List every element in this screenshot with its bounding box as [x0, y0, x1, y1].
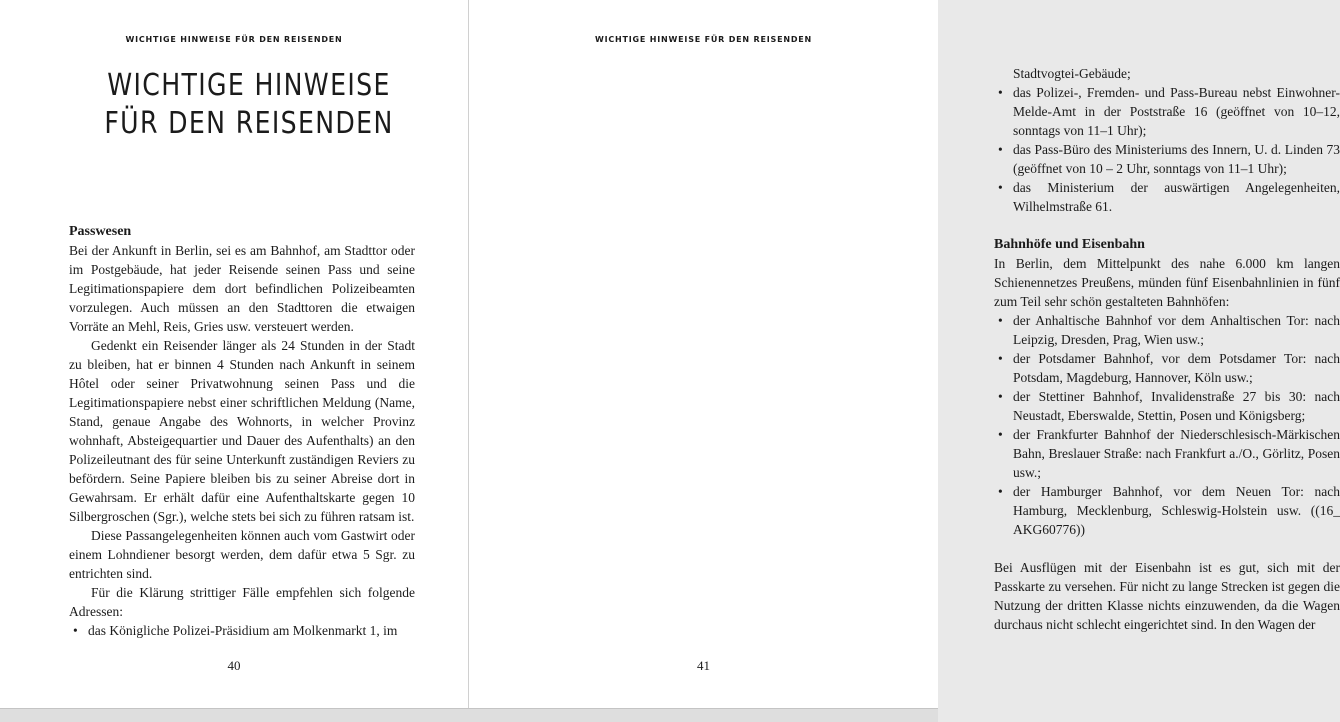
list-item: • das Polizei-, Fremden- und Pass-Bureau nebst Einwohner-Melde-Amt in der Poststraße 16 (geöffnet von 10–12, sonntags von 11–1 Uhr);: [994, 83, 1340, 140]
list-item: • das Pass-Büro des Ministeriums des Innern, U. d. Linden 73 (geöffnet von 10 – 2 Uhr, sonntags von 11–1 Uhr);: [994, 140, 1340, 178]
page-number-left: 40: [227, 658, 241, 673]
list-item: • der Hamburger Bahnhof, vor dem Neuen Tor: nach Hamburg, Mecklenburg, Schleswig-Holstein usw. ((16_ AKG60776)): [994, 482, 1340, 539]
left-page: [0, 0, 468, 708]
spacer: [994, 539, 1340, 558]
list-item: • der Potsdamer Bahnhof, vor dem Potsdamer Tor: nach Potsdam, Magdeburg, Hannover, Köln usw.;: [994, 349, 1340, 387]
running-head-left: WICHTIGE HINWEISE FÜR DEN REISENDEN: [125, 35, 343, 44]
running-head-right: WICHTIGE HINWEISE FÜR DEN REISENDEN: [594, 35, 813, 44]
right-page: [469, 0, 1340, 708]
paragraph: Gedenkt ein Reisender länger als 24 Stunden in der Stadt zu bleiben, hat er binnen 4 Stunden nach Ankunft in seinem Hôtel oder seiner Privatwohnung seinen Pass und die Legitimationspapiere nebst einer schriftlichen Meldung (Name, Stand, genaue Angabe des Wohnorts, in welcher Provinz wohnhaft, Absteigequartier und Dauer des Aufenthalts) an den Polizeileutnant des für seine Unterkunft zuständigen Reviers zu befördern. Seine Papiere bleiben bis zu seiner Abreise dort in Gewahrsam. Er erhält dafür eine Aufenthaltskarte gegen 10 Silbergroschen (Sgr.), welche stets bei sich zu führen ratsam ist.: [69, 338, 415, 524]
paragraph: Bei der Ankunft in Berlin, sei es am Bahnhof, am Stadttor oder im Postgebäude, hat jeder Reisende seinen Pass und seine Legitimationspapiere dem dort befindlichen Polizeibeamten vorzulegen. Auch müssen an den Stadttoren die etwaigen Vorräte an Mehl, Reis, Gries usw. versteuert werden.: [69, 243, 415, 334]
section-heading-passwesen: Passwesen: [69, 224, 132, 239]
list-item: • der Anhaltische Bahnhof vor dem Anhaltischen Tor: nach Leipzig, Dresden, Prag, Wien usw.;: [994, 311, 1340, 349]
section-heading-bahnhoefe: Bahnhöfe und Eisenbahn: [994, 237, 1145, 252]
paragraph: In Berlin, dem Mittelpunkt des nahe 6.000 km langen Schienennetzes Preußens, münden fünf Eisenbahnlinien in fünf zum Teil sehr schön gestalteten Bahnhöfen:: [994, 256, 1340, 309]
right-text-block: [994, 64, 1340, 634]
left-text-block: [69, 222, 415, 640]
chapter-title-line-1: WICHTIGE HINWEISE: [107, 68, 391, 103]
paragraph: Bei Ausflügen mit der Eisenbahn ist es gut, sich mit der Passkarte zu versehen. Für nicht zu lange Strecken ist gegen die Nutzung der dritten Klasse nichts einzuwenden, da die Wagen durchaus nicht schlecht eingerichtet sind. In den Wagen der: [994, 560, 1340, 632]
list-item: • der Stettiner Bahnhof, Invalidenstraße 27 bis 30: nach Neustadt, Eberswalde, Stettin, Posen und Königsberg;: [994, 387, 1340, 425]
paragraph: Diese Passangelegenheiten können auch vom Gastwirt oder einem Lohndiener besorgt werden, dem dafür etwa 5 Sgr. zu entrichten sind.: [69, 528, 415, 581]
list-item: • das Ministerium der auswärtigen Angelegenheiten, Wilhelmstraße 61.: [994, 178, 1340, 216]
spacer: [994, 216, 1340, 235]
paragraph: Für die Klärung strittiger Fälle empfehlen sich folgende Adressen:: [69, 585, 415, 619]
address-list-continued: [994, 83, 1340, 216]
station-list: [994, 311, 1340, 539]
viewer-bottom-edge: [0, 708, 938, 722]
continued-line: Stadtvogtei-Gebäude;: [1013, 66, 1131, 81]
page-number-right: 41: [697, 658, 710, 673]
list-item: • der Frankfurter Bahnhof der Niederschlesisch-Märkischen Bahn, Breslauer Straße: nach Frankfurt a./O., Görlitz, Posen usw.;: [994, 425, 1340, 482]
address-list: [69, 621, 415, 640]
chapter-title: [65, 67, 433, 143]
list-item: • das Königliche Polizei-Präsidium am Molkenmarkt 1, im: [69, 621, 415, 640]
chapter-title-line-2: FÜR DEN REISENDEN: [104, 106, 394, 141]
